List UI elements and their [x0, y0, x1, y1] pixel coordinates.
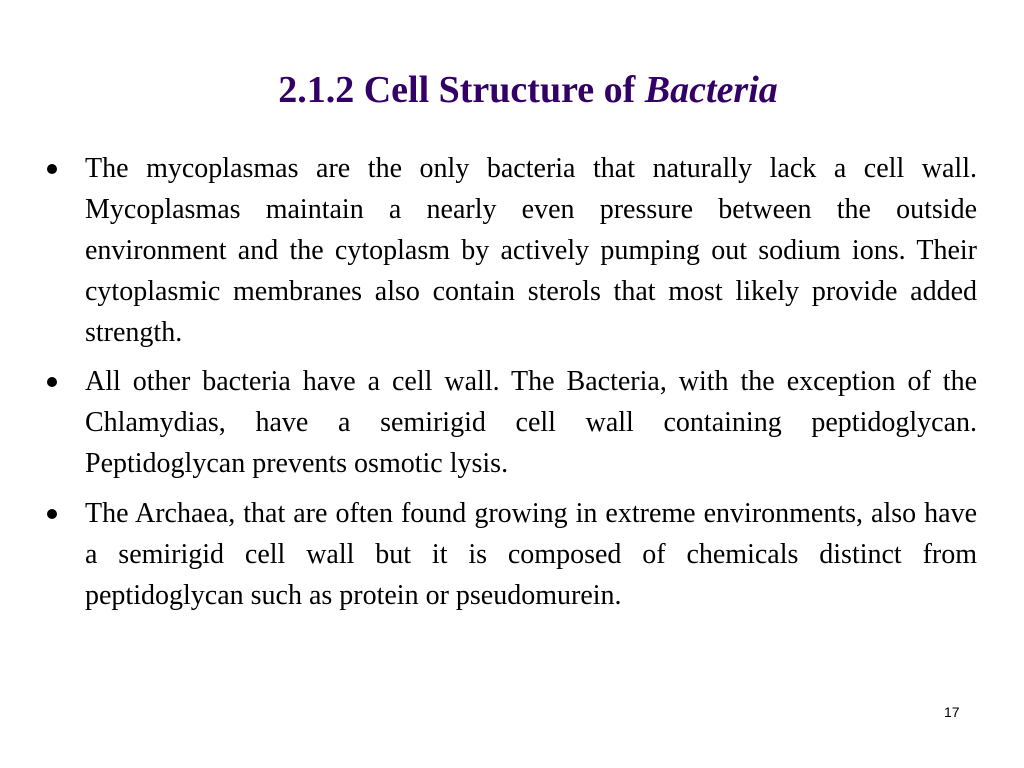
slide-title-italic: Bacteria	[644, 69, 778, 111]
slide-title	[0, 64, 1024, 116]
bullet-text: The mycoplasmas are the only bacteria that naturally lack a cell wall. Mycoplasmas maintain a nearly even pressure between the outside environment and the cytoplasm by actively pumping out sodium ions. Their cytoplasmic membranes also contain sterols that most likely provide added strength.	[85, 153, 977, 348]
slide-title-main: 2.1.2 Cell Structure of	[278, 69, 645, 111]
bullet-dot-icon	[47, 164, 57, 174]
bullet-dot-icon	[47, 509, 57, 519]
bullet-item	[85, 493, 977, 616]
bullet-list	[85, 148, 977, 624]
bullet-item	[85, 148, 977, 353]
page-number: 17	[944, 704, 960, 720]
bullet-text: All other bacteria have a cell wall. The Bacteria, with the exception of the Chlamydias, have a semirigid cell wall containing peptidoglycan. Peptidoglycan prevents osmotic lysis.	[85, 366, 977, 479]
bullet-text: The Archaea, that are often found growing in extreme environments, also have a semirigid cell wall but it is composed of chemicals distinct from peptidoglycan such as protein or pseudomurein.	[85, 498, 977, 611]
bullet-dot-icon	[47, 377, 57, 387]
bullet-item	[85, 361, 977, 484]
